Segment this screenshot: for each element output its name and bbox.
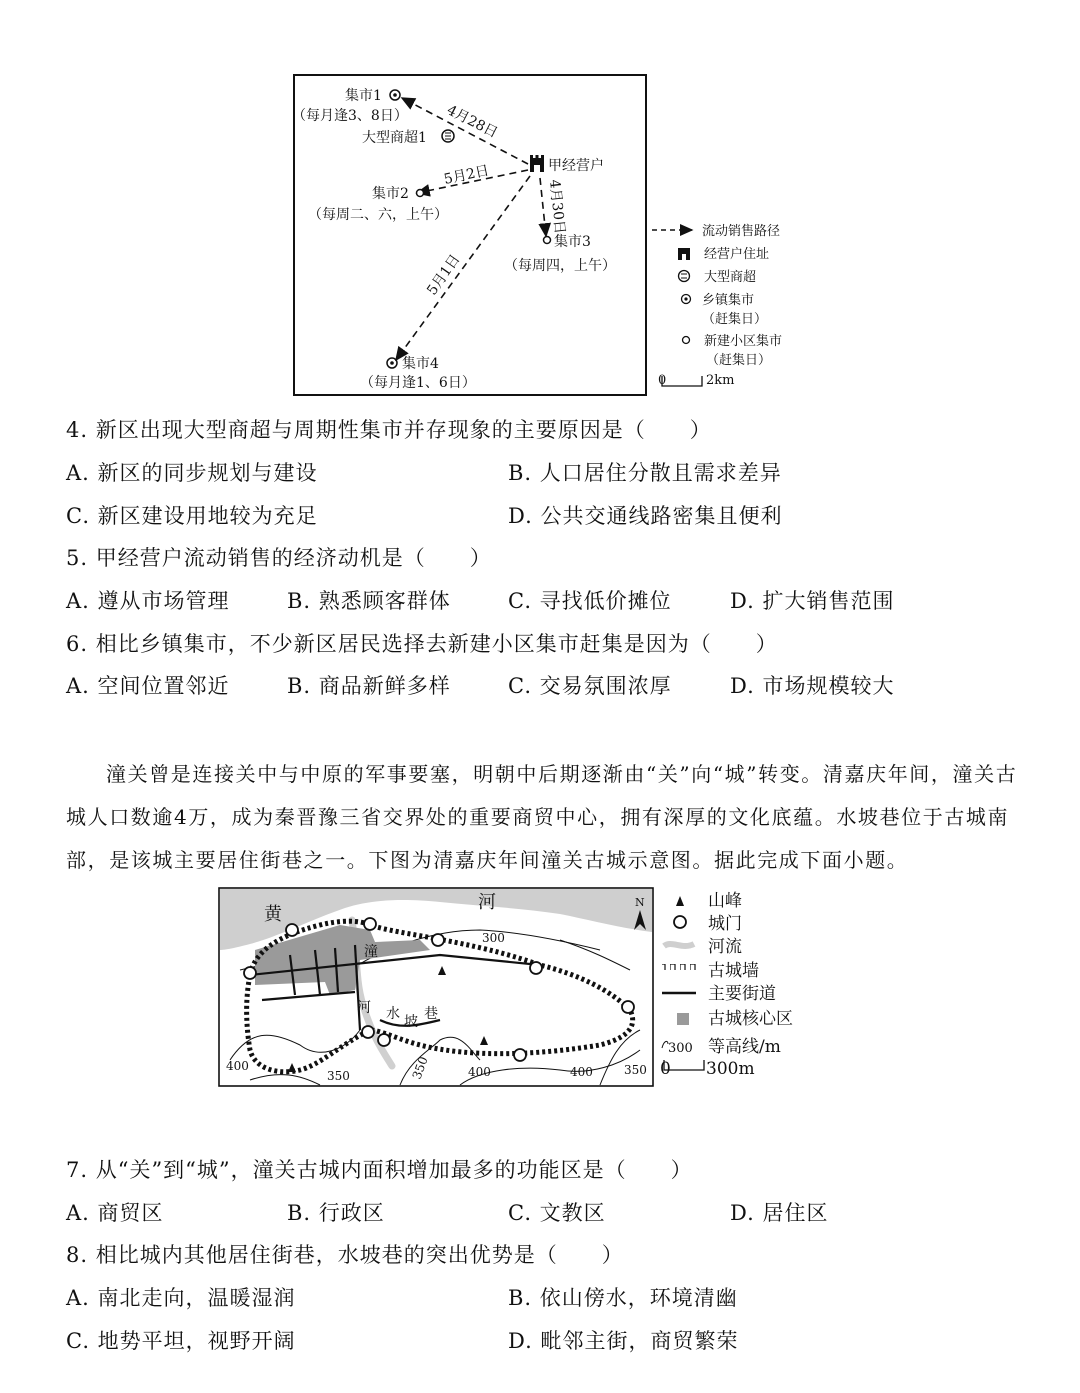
city-gate-icon bbox=[674, 916, 686, 928]
question-stem: 7. 从“关”到“城”，潼关古城内面积增加最多的功能区是（ ） bbox=[66, 1158, 693, 1182]
contour-label: 400 bbox=[226, 1059, 249, 1073]
peak-icon bbox=[676, 896, 684, 906]
supermarket-icon bbox=[679, 271, 690, 282]
option-c: C. 寻找低价摊位 bbox=[508, 589, 672, 613]
passage-line: 城人口数逾4万，成为秦晋豫三省交界处的重要商贸中心，拥有深厚的文化底蕴。水坡巷位于古城南 bbox=[66, 805, 1010, 829]
contour-label: 400 bbox=[468, 1065, 491, 1079]
legend-wall: 古城墙 bbox=[708, 961, 759, 981]
scale-length: 2km bbox=[706, 373, 735, 388]
contour-label: 300 bbox=[482, 931, 505, 945]
option-a: A. 新区的同步规划与建设 bbox=[66, 461, 318, 485]
shuipo-lane-label-2: 坡 bbox=[404, 1014, 418, 1030]
route-date-4-28: 4月28日 bbox=[444, 102, 501, 142]
option-a: A. 商贸区 bbox=[66, 1201, 164, 1225]
passage-line: 潼关曾是连接关中与中原的军事要塞，明朝中后期逐渐由“关”向“城”转变。清嘉庆年间，潼关古 bbox=[106, 762, 1018, 786]
core-area-icon bbox=[677, 1013, 689, 1025]
town-market-icon bbox=[387, 358, 397, 368]
option-b: B. 行政区 bbox=[287, 1201, 385, 1225]
option-b: B. 熟悉顾客群体 bbox=[287, 589, 451, 613]
new-market-icon bbox=[683, 337, 690, 344]
option-d: D. 毗邻主街，商贸繁荣 bbox=[508, 1329, 739, 1353]
market3-schedule: （每周四，上午） bbox=[504, 258, 616, 274]
option-c: C. 新区建设用地较为充足 bbox=[66, 504, 318, 528]
contour-label: 350 bbox=[409, 1054, 431, 1082]
svg-text:N: N bbox=[635, 896, 645, 909]
legend-new-market-2: （赶集日） bbox=[706, 353, 772, 368]
option-a: A. 南北走向，温暖湿润 bbox=[66, 1286, 296, 1310]
passage-line: 部，是该城主要居住街巷之一。下图为清嘉庆年间潼关古城示意图。据此完成下面小题。 bbox=[66, 848, 909, 872]
river-icon bbox=[664, 944, 694, 946]
scale-length: 300m bbox=[706, 1059, 755, 1079]
legend-route: 流动销售路径 bbox=[702, 224, 781, 239]
yellow-river-label-2: 河 bbox=[478, 892, 496, 913]
market3-label: 集市3 bbox=[554, 234, 591, 250]
new-market-icon bbox=[417, 190, 424, 197]
route-to-market3 bbox=[540, 178, 546, 236]
town-market-icon bbox=[682, 295, 691, 304]
vendor-home-icon bbox=[678, 248, 690, 260]
market1-schedule: （每月逢3、8日） bbox=[292, 108, 408, 124]
legend-supermarket: 大型商超 bbox=[704, 270, 757, 285]
option-b: B. 商品新鲜多样 bbox=[287, 674, 451, 698]
legend-contour: 等高线/m bbox=[708, 1037, 781, 1057]
option-c: C. 文教区 bbox=[508, 1201, 606, 1225]
route-date-5-1: 5月1日 bbox=[424, 251, 464, 299]
market2-schedule: （每周二、六，上午） bbox=[308, 207, 448, 223]
legend-gate: 城门 bbox=[708, 914, 742, 934]
option-d: D. 公共交通线路密集且便利 bbox=[508, 504, 783, 528]
option-a: A. 空间位置邻近 bbox=[66, 674, 230, 698]
option-c: C. 地势平坦，视野开阔 bbox=[66, 1329, 296, 1353]
legend-street: 主要街道 bbox=[708, 984, 776, 1004]
option-d: D. 扩大销售范围 bbox=[730, 589, 895, 613]
supermarket-icon bbox=[442, 130, 454, 142]
contour-label: 350 bbox=[624, 1063, 647, 1077]
shuipo-lane-label-3: 巷 bbox=[424, 1006, 438, 1022]
tong-river-label-2: 河 bbox=[357, 1000, 371, 1016]
option-d: D. 居住区 bbox=[730, 1201, 829, 1225]
wall-icon bbox=[662, 964, 696, 970]
town-market-icon bbox=[390, 90, 400, 100]
question-stem: 6. 相比乡镇集市，不少新区居民选择去新建小区集市赶集是因为（ ） bbox=[66, 632, 778, 656]
contour-label: 350 bbox=[327, 1069, 350, 1083]
legend-vendor-home: 经营户住址 bbox=[704, 247, 770, 262]
option-d: D. 市场规模较大 bbox=[730, 674, 895, 698]
route-date-4-30: 4月30日 bbox=[546, 178, 568, 235]
yellow-river-label-1: 黄 bbox=[264, 904, 282, 925]
legend-town-market: 乡镇集市 bbox=[702, 293, 755, 308]
market2-label: 集市2 bbox=[372, 186, 409, 202]
market1-label: 集市1 bbox=[345, 88, 382, 104]
route-date-5-2: 5月2日 bbox=[442, 162, 491, 188]
option-c: C. 交易氛围浓厚 bbox=[508, 674, 672, 698]
option-b: B. 依山傍水，环境清幽 bbox=[508, 1286, 738, 1310]
tong-river-label-1: 潼 bbox=[364, 944, 378, 960]
new-market-icon bbox=[544, 237, 551, 244]
scale-bar bbox=[662, 376, 702, 386]
market4-label: 集市4 bbox=[402, 356, 439, 372]
vendor-home-icon bbox=[530, 155, 544, 172]
option-a: A. 遵从市场管理 bbox=[66, 589, 230, 613]
legend-peak: 山峰 bbox=[708, 891, 742, 911]
question-stem: 8. 相比城内其他居住街巷，水坡巷的突出优势是（ ） bbox=[66, 1243, 624, 1267]
scale-zero: 0 bbox=[660, 1059, 671, 1079]
vendor-route-map bbox=[0, 0, 1080, 400]
legend-town-market-2: （赶集日） bbox=[702, 312, 768, 327]
legend-core: 古城核心区 bbox=[708, 1009, 793, 1029]
scale-zero: 0 bbox=[658, 373, 667, 388]
supermarket1-label: 大型商超1 bbox=[362, 130, 427, 146]
legend-contour-value: 300 bbox=[668, 1041, 693, 1056]
legend-river: 河流 bbox=[708, 937, 742, 957]
shuipo-lane-label-1: 水 bbox=[386, 1006, 400, 1022]
option-b: B. 人口居住分散且需求差异 bbox=[508, 461, 782, 485]
market4-schedule: （每月逢1、6日） bbox=[360, 375, 476, 391]
tongguan-city-map bbox=[0, 880, 1080, 1090]
question-stem: 5. 甲经营户流动销售的经济动机是（ ） bbox=[66, 546, 492, 570]
question-stem: 4. 新区出现大型商超与周期性集市并存现象的主要原因是（ ） bbox=[66, 418, 712, 442]
contour-label: 400 bbox=[570, 1065, 593, 1079]
vendor-label: 甲经营户 bbox=[548, 158, 604, 174]
legend-new-market: 新建小区集市 bbox=[704, 334, 783, 349]
